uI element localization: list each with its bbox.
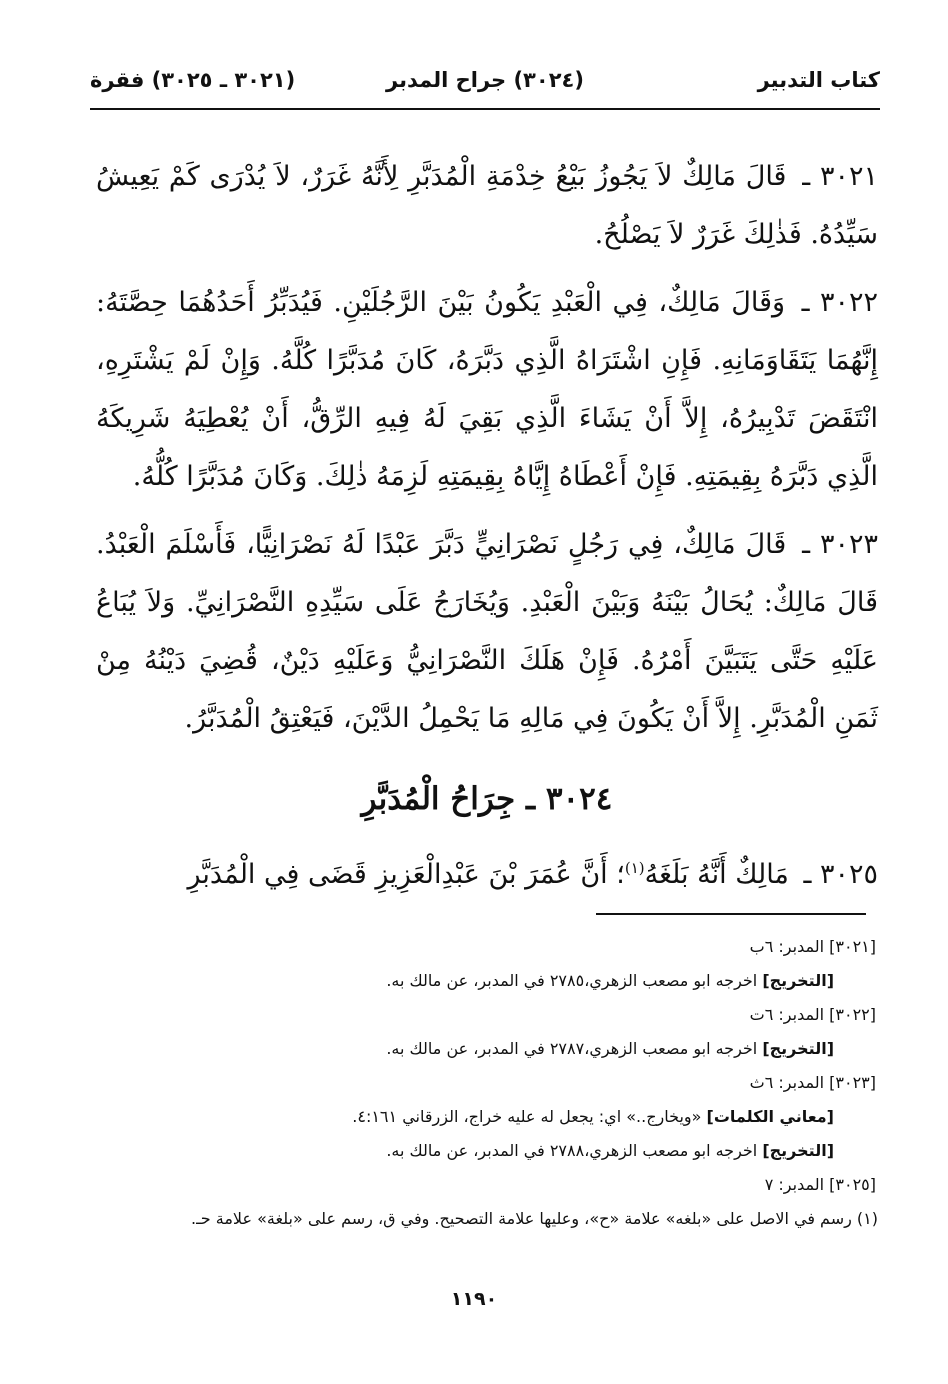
page-number: ١١٩٠ bbox=[450, 1288, 498, 1310]
note-reference: [٣٠٢٢] المدبر: ٦ت bbox=[749, 1005, 876, 1024]
note-text: اخرجه ابو مصعب الزهري،٢٧٨٥ في المدبر، عن مالك به. bbox=[386, 971, 758, 990]
paragraph-3021 bbox=[96, 148, 878, 264]
footnote-rule bbox=[596, 913, 866, 915]
footnote-marker: (١) bbox=[624, 859, 645, 877]
paragraph-number: ٣٠٢٣ ـ bbox=[802, 529, 878, 560]
note-text: اخرجه ابو مصعب الزهري،٢٧٨٧ في المدبر، عن مالك به. bbox=[386, 1039, 758, 1058]
note-reference: [٣٠٢٣] المدبر: ٦ث bbox=[749, 1073, 876, 1092]
note-text: «ويخارج..» اي: يجعل له عليه خراج، الزرقاني ٤:١٦١. bbox=[352, 1107, 702, 1126]
note-tag: [معاني الكلمات] bbox=[706, 1107, 834, 1126]
note-tag: [التخريج] bbox=[762, 971, 834, 990]
chapter-subheading: ٣٠٢٤ ـ جِرَاحُ الْمُدَبَّرِ bbox=[361, 781, 613, 817]
note-text: اخرجه ابو مصعب الزهري،٢٧٨٨ في المدبر، عن مالك به. bbox=[386, 1141, 758, 1160]
note-line bbox=[96, 1100, 878, 1134]
running-header bbox=[90, 62, 880, 106]
paragraph-text: مَالِكٌ أَنَّهُ بَلَغَهُ bbox=[644, 859, 789, 890]
main-text bbox=[96, 148, 878, 914]
note-line bbox=[96, 964, 878, 998]
paragraph-3025 bbox=[96, 846, 878, 904]
paragraph-3022 bbox=[96, 274, 878, 506]
header-rule bbox=[90, 108, 880, 110]
paragraph-number: ٣٠٢٥ ـ bbox=[803, 859, 878, 890]
footnote-text: (١) رسم في الاصل على «بلغه» علامة «ح»، وعليها علامة التصحيح. وفي ق، رسم على «بلغة» علامة حـ. bbox=[191, 1209, 878, 1228]
note-reference: [٣٠٢١] المدبر: ٦ب bbox=[749, 937, 876, 956]
note-line bbox=[96, 1134, 878, 1168]
paragraph-number: ٣٠٢١ ـ bbox=[802, 161, 879, 192]
paragraph-text-continued: ؛ أَنَّ عُمَرَ بْنَ عَبْدِالْعَزِيزِ قَضَى فِي الْمُدَبَّرِ bbox=[187, 859, 625, 890]
note-tag: [التخريج] bbox=[762, 1039, 834, 1058]
paragraph-text: وَقَالَ مَالِكٌ، فِي الْعَبْدِ يَكُونُ بَيْنَ الرَّجُلَيْنِ. فَيُدَبِّرُ أَحَدُهُمَا حِصَّتَهُ: إِنَّهُمَا يَتَقَاوَمَانِهِ. فَإِنِ اشْتَرَاهُ الَّذِي دَبَّرَهُ، كَانَ مُدَبَّرًا كُلَّهُ. وَإِنْ لَمْ يَشْتَرِهِ، انْتَقَضَ تَدْبِيرُهُ، إِلاَّ أَنْ يَشَاءَ الَّذِي بَقِيَ لَهُ فِيهِ الرِّقُّ، أَنْ يُعْطِيَهُ شَرِيكَهُ الَّذِي دَبَّرَهُ بِقِيمَتِهِ. فَإِنْ أَعْطَاهُ إِيَّاهُ بِقِيمَتِهِ لَزِمَهُ ذٰلِكَ. وَكَانَ مُدَبَّرًا كُلُّهُ. bbox=[96, 287, 878, 492]
paragraph-text: قَالَ مَالِكٌ لاَ يَجُوزُ بَيْعُ خِدْمَةِ الْمُدَبَّرِ لِأَنَّهُ غَرَرٌ، لاَ يُدْرَى كَمْ يَعِيشُ سَيِّدُهُ. فَذٰلِكَ غَرَرٌ لاَ يَصْلُحُ. bbox=[96, 161, 878, 250]
paragraph-text: قَالَ مَالِكٌ، فِي رَجُلٍ نَصْرَانِيٍّ دَبَّرَ عَبْدًا لَهُ نَصْرَانِيًّا، فَأَسْلَمَ الْعَبْدُ. قَالَ مَالِكٌ: يُحَالُ بَيْنَهُ وَبَيْنَ الْعَبْدِ. وَيُخَارَجُ عَلَى سَيِّدِهِ النَّصْرَانِيِّ. وَلاَ يُبَاعُ عَلَيْهِ حَتَّى يَتَبَيَّنَ أَمْرُهُ. فَإِنْ هَلَكَ النَّصْرَانِيُّ وَعَلَيْهِ دَيْنٌ، قُضِيَ دَيْنُهُ مِنْ ثَمَنِ الْمُدَبَّرِ. إِلاَّ أَنْ يَكُونَ فِي مَالِهِ مَا يَحْمِلُ الدَّيْنَ، فَيَعْتِقُ الْمُدَبَّرُ. bbox=[96, 529, 878, 734]
section-title: (٣٠٢٤) جراح المدبر bbox=[386, 68, 584, 92]
book-title: كتاب التدبير bbox=[757, 68, 880, 92]
note-line bbox=[96, 1032, 878, 1066]
paragraph-range: (٣٠٢١ ـ ٣٠٢٥) فقرة bbox=[90, 68, 296, 92]
paragraph-number: ٣٠٢٢ ـ bbox=[801, 287, 878, 318]
paragraph-3023 bbox=[96, 516, 878, 748]
note-tag: [التخريج] bbox=[762, 1141, 834, 1160]
notes-section bbox=[96, 930, 878, 1234]
note-reference: [٣٠٢٥] المدبر: ٧ bbox=[764, 1175, 876, 1194]
